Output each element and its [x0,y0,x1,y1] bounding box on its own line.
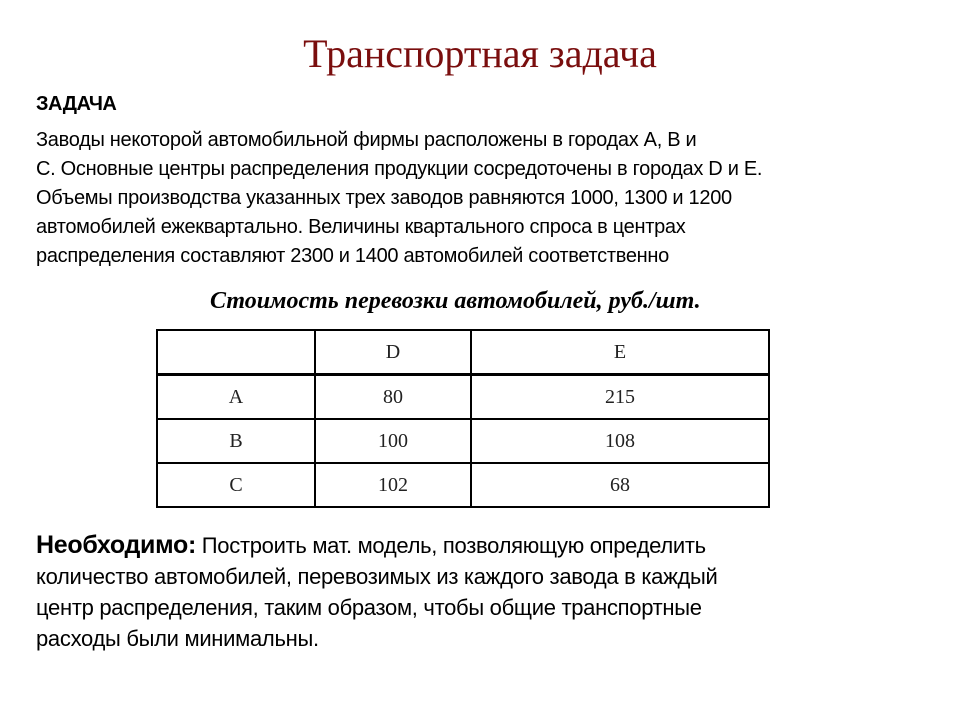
row-label-cell: B [157,419,315,463]
task-line: Объемы производства указанных трех заводов равняются 1000, 1300 и 1200 [36,187,732,209]
table-cell: 102 [315,463,471,507]
table-cell: 68 [471,463,769,507]
table-caption: Стоимость перевозки автомобилей, руб./шт. [210,288,701,314]
requirement-line [36,530,936,561]
table-cell: 108 [471,419,769,463]
requirement-line: расходы были минимальны. [36,626,319,651]
table-cell: 215 [471,375,769,420]
row-label-cell: A [157,375,315,420]
requirement-label: Необходимо: [36,531,196,559]
cost-table [156,329,770,508]
row-label-cell: C [157,463,315,507]
header-cell: D [315,330,471,375]
table-header-row [157,330,769,375]
table-row [157,419,769,463]
requirement-text [36,530,936,654]
table-cell: 80 [315,375,471,420]
requirement-line-text: Построить мат. модель, позволяющую определить [201,533,706,558]
table-cell: 100 [315,419,471,463]
slide-title: Транспортная задача [303,31,657,76]
table-row [157,375,769,420]
task-line: Заводы некоторой автомобильной фирмы расположены в городах А, В и [36,129,697,151]
header-cell: E [471,330,769,375]
requirement-line: центр распределения, таким образом, чтобы общие транспортные [36,595,702,620]
task-description [36,126,936,271]
requirement-line: количество автомобилей, перевозимых из каждого завода в каждый [36,564,718,589]
task-line: распределения составляют 2300 и 1400 автомобилей соответственно [36,245,669,267]
header-cell [157,330,315,375]
task-line: С. Основные центры распределения продукции сосредоточены в городах D и Е. [36,158,763,180]
task-label: ЗАДАЧА [36,93,117,115]
table-row [157,463,769,507]
task-line: автомобилей ежеквартально. Величины квартального спроса в центрах [36,216,686,238]
